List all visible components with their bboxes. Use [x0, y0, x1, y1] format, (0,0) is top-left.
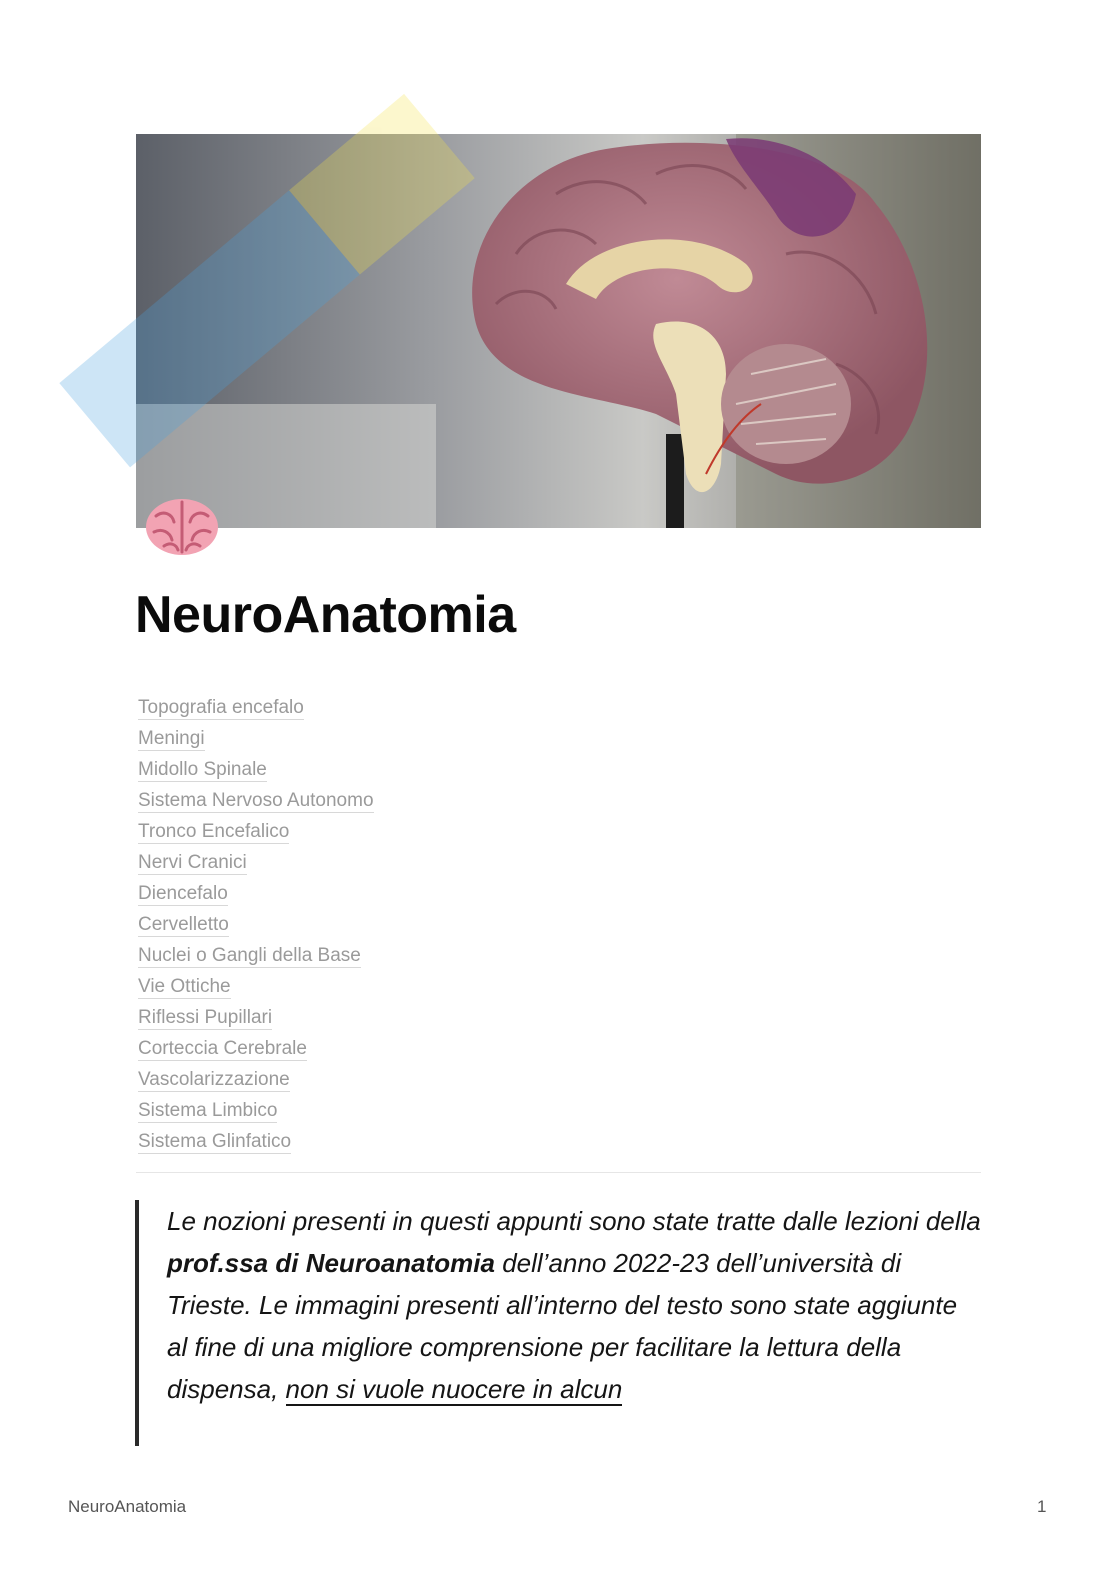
- toc-link-sistema-glinfatico[interactable]: Sistema Glinfatico: [138, 1131, 292, 1152]
- toc-link-midollo-spinale[interactable]: Midollo Spinale: [138, 759, 267, 780]
- toc-link-corteccia-cerebrale[interactable]: Corteccia Cerebrale: [138, 1038, 307, 1059]
- toc-link-topografia-encefalo[interactable]: Topografia encefalo: [138, 697, 304, 718]
- divider: [136, 1172, 981, 1173]
- toc-link-sistema-limbico[interactable]: Sistema Limbico: [138, 1100, 278, 1121]
- toc-link-tronco-encefalico[interactable]: Tronco Encefalico: [138, 821, 290, 842]
- toc-item: [138, 976, 374, 1007]
- quote-text-part2: dell’anno 2022-23 dell’università di Trieste. Le immagini presenti all’interno del testo sono state aggiunte al fine di una migliore comprensione per facilitare la lettura della dispensa,: [167, 1248, 958, 1404]
- toc-item: [138, 914, 374, 945]
- toc-item: [138, 883, 374, 914]
- cover-image: [136, 134, 981, 528]
- footer-doc-name: NeuroAnatomia: [68, 1497, 187, 1516]
- toc-link-vascolarizzazione[interactable]: Vascolarizzazione: [138, 1069, 290, 1090]
- toc-item: [138, 728, 374, 759]
- toc-item: [138, 1069, 374, 1100]
- toc-link-nervi-cranici[interactable]: Nervi Cranici: [138, 852, 247, 873]
- quote-text-part1: Le nozioni presenti in questi appunti sono state tratte dalle lezioni della: [167, 1206, 981, 1236]
- toc-link-diencefalo[interactable]: Diencefalo: [138, 883, 228, 904]
- toc-item: [138, 759, 374, 790]
- toc-item: [138, 1007, 374, 1038]
- toc-item: [138, 790, 374, 821]
- brain-emoji-icon: [144, 496, 220, 558]
- toc-item: [138, 1038, 374, 1069]
- toc-link-meningi[interactable]: Meningi: [138, 728, 205, 749]
- quote-underlined-text: non si vuole nuocere in alcun: [285, 1374, 623, 1404]
- toc-link-cervelletto[interactable]: Cervelletto: [138, 914, 229, 935]
- toc-link-sistema-nervoso-autonomo[interactable]: Sistema Nervoso Autonomo: [138, 790, 374, 811]
- toc-item: [138, 1100, 374, 1131]
- toc-item: [138, 852, 374, 883]
- toc-item: [138, 697, 374, 728]
- page-title: NeuroAnatomia: [135, 586, 516, 644]
- toc-link-vie-ottiche[interactable]: Vie Ottiche: [138, 976, 231, 997]
- toc-link-riflessi-pupillari[interactable]: Riflessi Pupillari: [138, 1007, 273, 1028]
- toc-link-nuclei-gangli-base[interactable]: Nuclei o Gangli della Base: [138, 945, 361, 966]
- disclaimer-quote: [135, 1200, 981, 1446]
- quote-bold-text: prof.ssa di Neuroanatomia: [167, 1248, 495, 1278]
- toc-item: [138, 1131, 374, 1162]
- toc-item: [138, 821, 374, 852]
- quote-text: [139, 1200, 981, 1410]
- toc-item: [138, 945, 374, 976]
- footer-page-number: 1: [1037, 1497, 1047, 1516]
- table-of-contents: [138, 697, 374, 1162]
